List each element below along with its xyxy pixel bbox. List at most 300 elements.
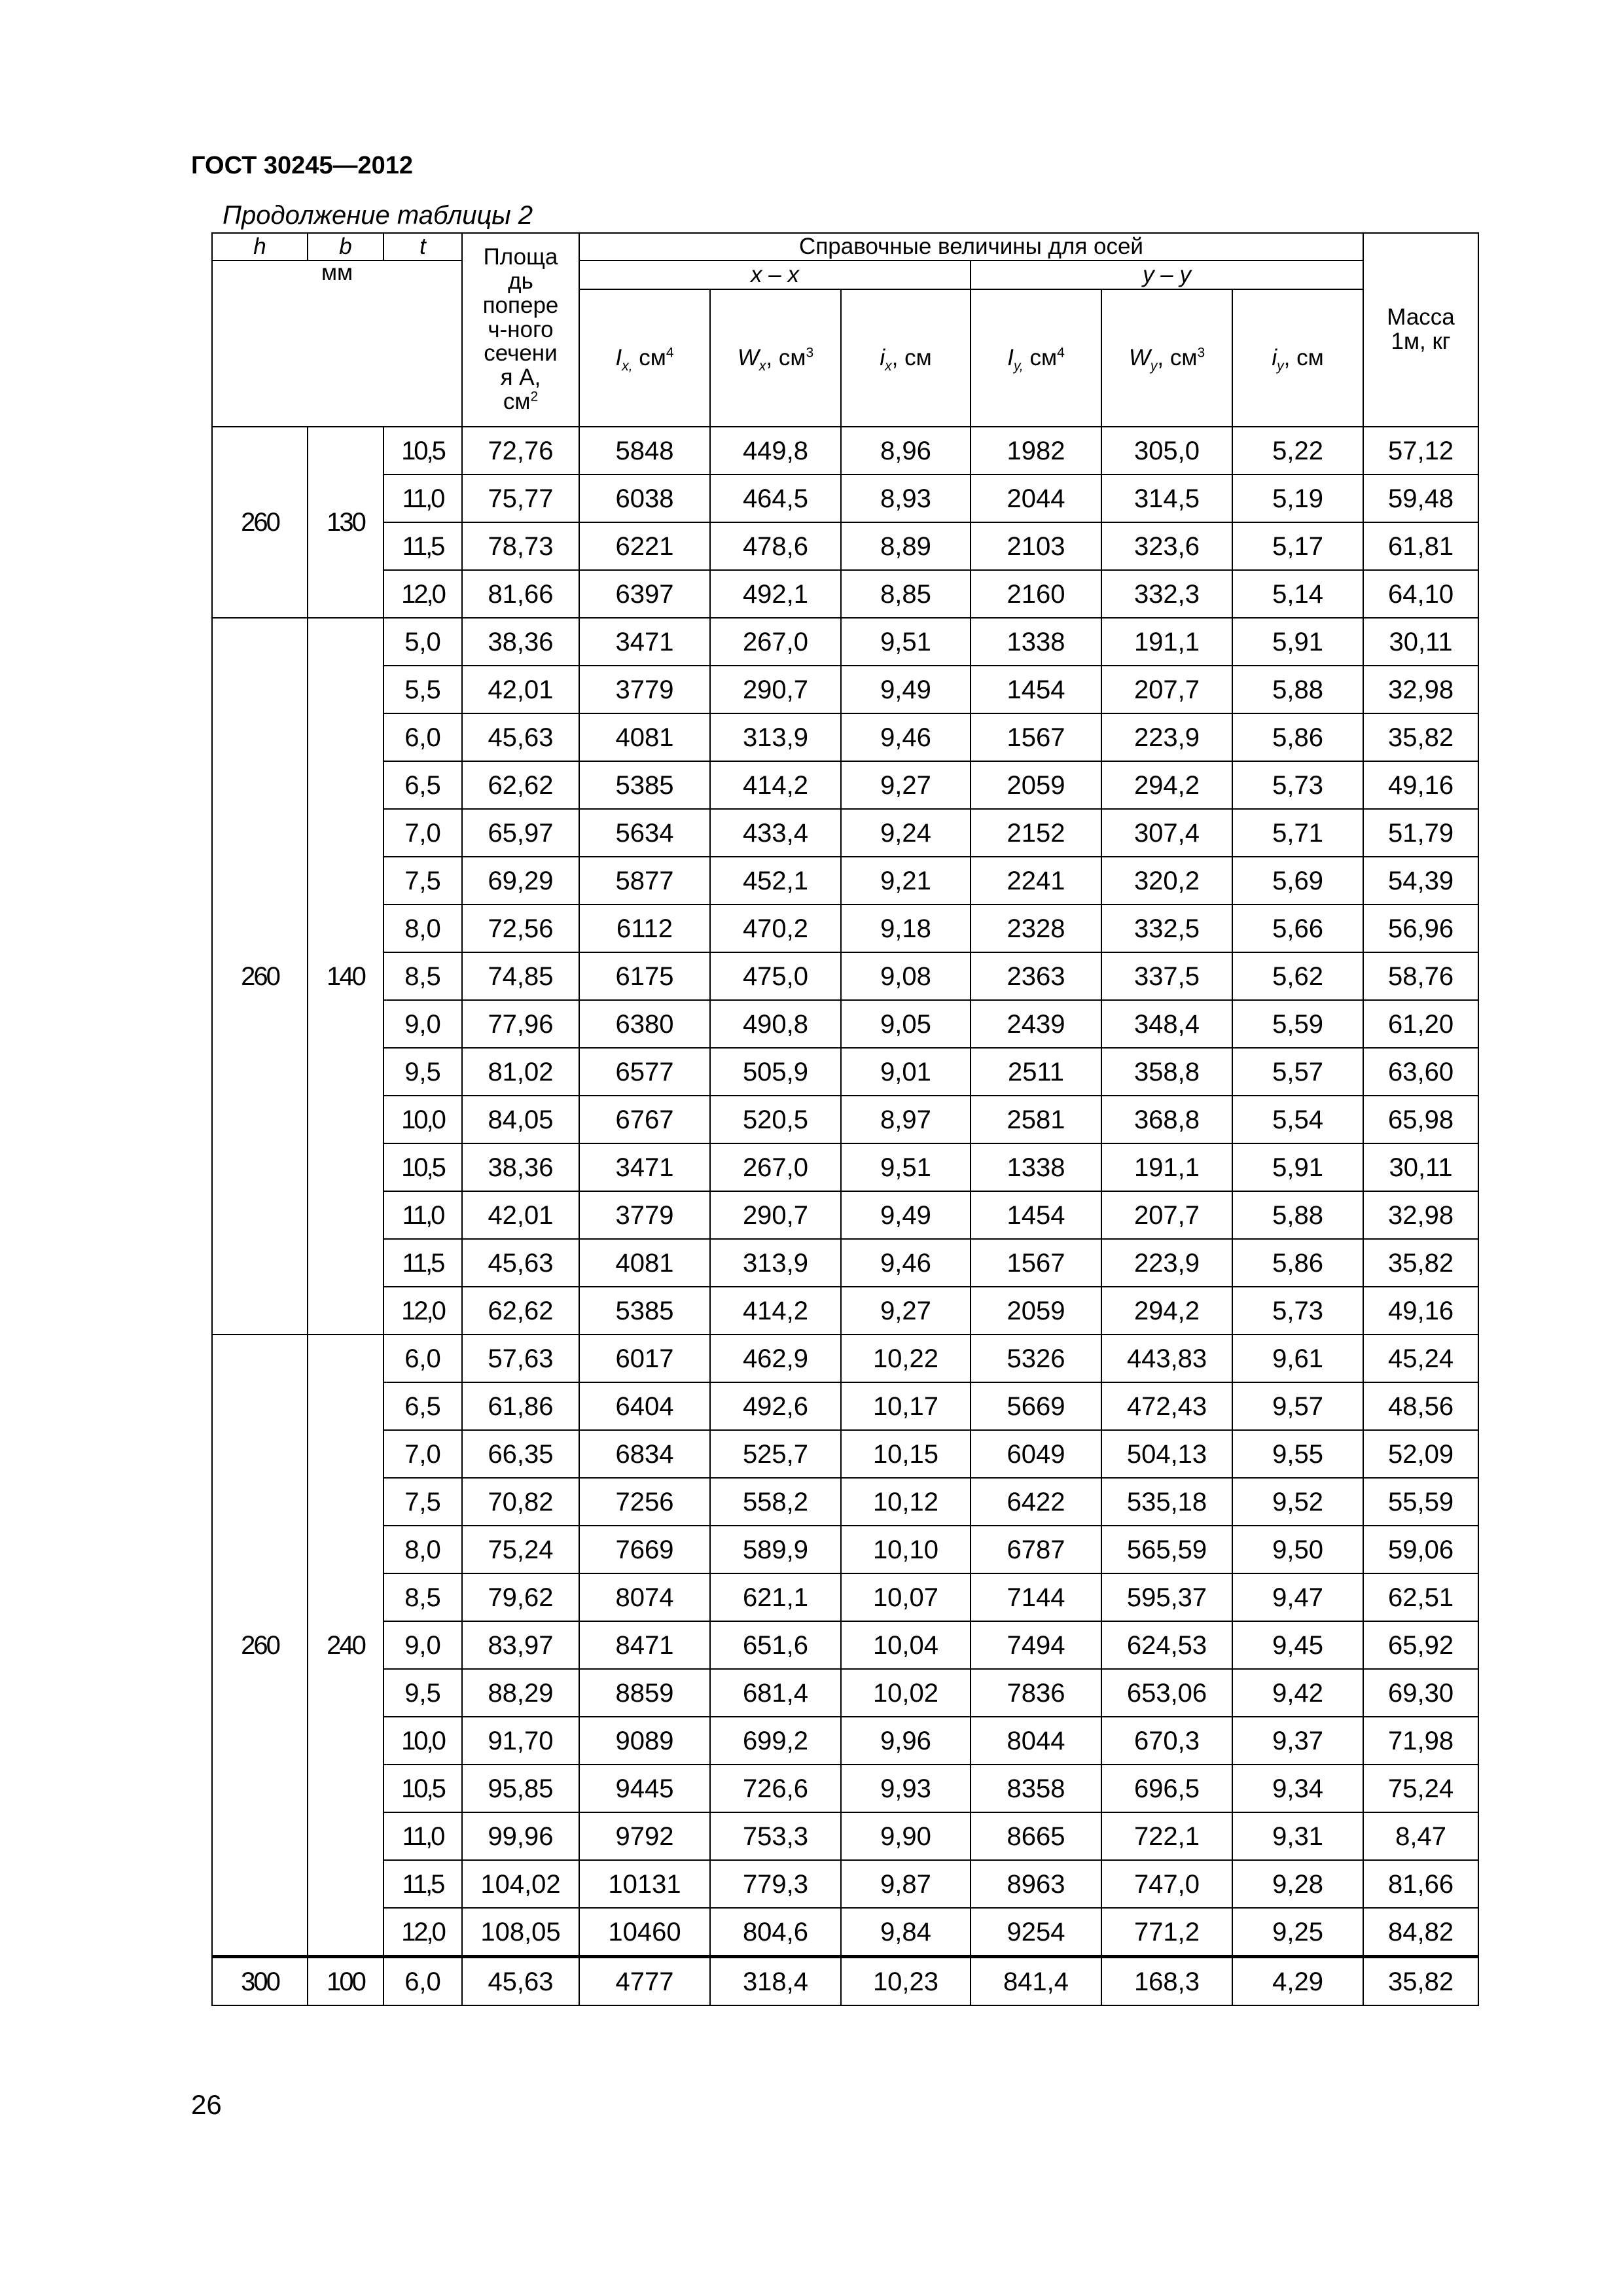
Iy-cell: 6787	[971, 1526, 1101, 1573]
Wx-cell: 414,2	[710, 1287, 841, 1335]
Wy-cell: 320,2	[1101, 857, 1232, 905]
Iy-cell: 1338	[971, 1143, 1101, 1191]
thickness-cell: 8,0	[383, 905, 462, 952]
Wx-cell: 525,7	[710, 1430, 841, 1478]
Wx-cell: 492,6	[710, 1382, 841, 1430]
b-value-cell: 140	[308, 618, 383, 1335]
Ix-cell: 6404	[579, 1382, 710, 1430]
Wx-cell: 779,3	[710, 1860, 841, 1908]
h-value-cell: 260	[212, 427, 308, 618]
mass-cell: 75,24	[1363, 1765, 1478, 1812]
ix-cell: 10,23	[841, 1957, 971, 2006]
table-row	[212, 952, 1478, 1000]
Wx-cell: 558,2	[710, 1478, 841, 1526]
area-cell: 75,24	[462, 1526, 579, 1573]
ix-cell: 10,17	[841, 1382, 971, 1430]
thickness-cell: 12,0	[383, 570, 462, 618]
table-row	[212, 522, 1478, 570]
table-row	[212, 666, 1478, 713]
thickness-cell: 10,0	[383, 1717, 462, 1765]
area-cell: 74,85	[462, 952, 579, 1000]
Wy-cell: 294,2	[1101, 1287, 1232, 1335]
mass-cell: 54,39	[1363, 857, 1478, 905]
mass-cell: 59,48	[1363, 475, 1478, 522]
table-row	[212, 1478, 1478, 1526]
table-row	[212, 427, 1478, 475]
mass-cell: 62,51	[1363, 1573, 1478, 1621]
Wx-cell: 492,1	[710, 570, 841, 618]
iy-cell: 5,17	[1232, 522, 1363, 570]
table-body	[212, 427, 1478, 2005]
mass-cell: 71,98	[1363, 1717, 1478, 1765]
Wx-cell: 318,4	[710, 1957, 841, 2006]
Wy-cell: 565,59	[1101, 1526, 1232, 1573]
mass-cell: 59,06	[1363, 1526, 1478, 1573]
Ix-cell: 6221	[579, 522, 710, 570]
table-row	[212, 905, 1478, 952]
Iy-cell: 5669	[971, 1382, 1101, 1430]
header-row-2	[212, 260, 1478, 289]
header-t: t	[383, 233, 462, 260]
iy-cell: 9,28	[1232, 1860, 1363, 1908]
thickness-cell: 5,5	[383, 666, 462, 713]
Ix-cell: 6017	[579, 1335, 710, 1382]
table-row	[212, 1860, 1478, 1908]
area-cell: 108,05	[462, 1908, 579, 1957]
Ix-cell: 10460	[579, 1908, 710, 1957]
Iy-cell: 1454	[971, 666, 1101, 713]
table-row	[212, 809, 1478, 857]
Iy-cell: 1338	[971, 618, 1101, 666]
Wy-cell: 294,2	[1101, 761, 1232, 809]
mass-cell: 30,11	[1363, 1143, 1478, 1191]
iy-cell: 5,57	[1232, 1048, 1363, 1096]
Wy-cell: 332,5	[1101, 905, 1232, 952]
area-cell: 104,02	[462, 1860, 579, 1908]
Wy-cell: 168,3	[1101, 1957, 1232, 2006]
mass-cell: 65,92	[1363, 1621, 1478, 1669]
Wx-cell: 267,0	[710, 1143, 841, 1191]
Wx-cell: 290,7	[710, 666, 841, 713]
Iy-cell: 2439	[971, 1000, 1101, 1048]
ix-cell: 8,89	[841, 522, 971, 570]
ix-cell: 9,49	[841, 666, 971, 713]
Iy-cell: 6422	[971, 1478, 1101, 1526]
Iy-cell: 7494	[971, 1621, 1101, 1669]
Iy-cell: 8358	[971, 1765, 1101, 1812]
iy-cell: 4,29	[1232, 1957, 1363, 2006]
table-row	[212, 1000, 1478, 1048]
Iy-cell: 2581	[971, 1096, 1101, 1143]
area-cell: 75,77	[462, 475, 579, 522]
area-cell: 91,70	[462, 1717, 579, 1765]
ix-cell: 9,96	[841, 1717, 971, 1765]
Wy-cell: 307,4	[1101, 809, 1232, 857]
area-cell: 45,63	[462, 713, 579, 761]
Wy-cell: 337,5	[1101, 952, 1232, 1000]
thickness-cell: 8,5	[383, 952, 462, 1000]
Wx-cell: 290,7	[710, 1191, 841, 1239]
Wy-cell: 670,3	[1101, 1717, 1232, 1765]
Wx-cell: 520,5	[710, 1096, 841, 1143]
thickness-cell: 7,0	[383, 809, 462, 857]
b-value-cell: 240	[308, 1335, 383, 1957]
table-row	[212, 1287, 1478, 1335]
thickness-cell: 11,0	[383, 475, 462, 522]
iy-cell: 5,71	[1232, 809, 1363, 857]
area-cell: 78,73	[462, 522, 579, 570]
table-row	[212, 1908, 1478, 1957]
Iy-cell: 2328	[971, 905, 1101, 952]
thickness-cell: 7,5	[383, 857, 462, 905]
mass-cell: 32,98	[1363, 1191, 1478, 1239]
thickness-cell: 9,0	[383, 1000, 462, 1048]
table-row	[212, 857, 1478, 905]
Wy-cell: 472,43	[1101, 1382, 1232, 1430]
header-ix: $i_x$, см	[841, 289, 971, 427]
ix-cell: 10,10	[841, 1526, 971, 1573]
Iy-cell: 2363	[971, 952, 1101, 1000]
Ix-cell: 6397	[579, 570, 710, 618]
thickness-cell: 7,5	[383, 1478, 462, 1526]
area-cell: 70,82	[462, 1478, 579, 1526]
thickness-cell: 11,5	[383, 1860, 462, 1908]
mass-cell: 64,10	[1363, 570, 1478, 618]
Ix-cell: 5848	[579, 427, 710, 475]
table-row	[212, 1526, 1478, 1573]
Wx-cell: 462,9	[710, 1335, 841, 1382]
header-row-1	[212, 233, 1478, 260]
Wx-cell: 505,9	[710, 1048, 841, 1096]
table-row	[212, 1957, 1478, 2006]
Iy-cell: 8044	[971, 1717, 1101, 1765]
Wx-cell: 433,4	[710, 809, 841, 857]
iy-cell: 9,37	[1232, 1717, 1363, 1765]
iy-cell: 9,61	[1232, 1335, 1363, 1382]
Iy-cell: 6049	[971, 1430, 1101, 1478]
Wx-cell: 621,1	[710, 1573, 841, 1621]
header-axis-y: y – y	[971, 260, 1363, 289]
ix-cell: 10,02	[841, 1669, 971, 1717]
Wy-cell: 305,0	[1101, 427, 1232, 475]
mass-cell: 35,82	[1363, 1957, 1478, 2006]
Iy-cell: 2241	[971, 857, 1101, 905]
Ix-cell: 3471	[579, 1143, 710, 1191]
h-value-cell: 300	[212, 1957, 308, 2006]
thickness-cell: 6,0	[383, 1335, 462, 1382]
Wy-cell: 314,5	[1101, 475, 1232, 522]
thickness-cell: 7,0	[383, 1430, 462, 1478]
Iy-cell: 7144	[971, 1573, 1101, 1621]
Ix-cell: 4081	[579, 1239, 710, 1287]
thickness-cell: 10,0	[383, 1096, 462, 1143]
mass-cell: 49,16	[1363, 1287, 1478, 1335]
table-row	[212, 1573, 1478, 1621]
table-row	[212, 618, 1478, 666]
Wy-cell: 348,4	[1101, 1000, 1232, 1048]
h-value-cell: 260	[212, 1335, 308, 1957]
area-cell: 62,62	[462, 761, 579, 809]
Iy-cell: 2044	[971, 475, 1101, 522]
mass-cell: 35,82	[1363, 1239, 1478, 1287]
Wy-cell: 191,1	[1101, 618, 1232, 666]
Ix-cell: 5634	[579, 809, 710, 857]
mass-cell: 48,56	[1363, 1382, 1478, 1430]
Wy-cell: 358,8	[1101, 1048, 1232, 1096]
table-row	[212, 1143, 1478, 1191]
Ix-cell: 9089	[579, 1717, 710, 1765]
Wy-cell: 332,3	[1101, 570, 1232, 618]
ix-cell: 10,22	[841, 1335, 971, 1382]
Iy-cell: 2103	[971, 522, 1101, 570]
iy-cell: 9,42	[1232, 1669, 1363, 1717]
Wy-cell: 535,18	[1101, 1478, 1232, 1526]
mass-cell: 61,81	[1363, 522, 1478, 570]
iy-cell: 5,62	[1232, 952, 1363, 1000]
Ix-cell: 5385	[579, 1287, 710, 1335]
thickness-cell: 6,0	[383, 1957, 462, 2006]
h-value-cell: 260	[212, 618, 308, 1335]
iy-cell: 5,73	[1232, 761, 1363, 809]
Iy-cell: 8665	[971, 1812, 1101, 1860]
area-cell: 65,97	[462, 809, 579, 857]
Iy-cell: 5326	[971, 1335, 1101, 1382]
area-cell: 72,56	[462, 905, 579, 952]
area-cell: 81,66	[462, 570, 579, 618]
mass-cell: 30,11	[1363, 618, 1478, 666]
iy-cell: 5,86	[1232, 713, 1363, 761]
Wy-cell: 696,5	[1101, 1765, 1232, 1812]
Ix-cell: 6767	[579, 1096, 710, 1143]
Ix-cell: 8074	[579, 1573, 710, 1621]
Wx-cell: 470,2	[710, 905, 841, 952]
area-cell: 61,86	[462, 1382, 579, 1430]
mass-cell: 49,16	[1363, 761, 1478, 809]
iy-cell: 9,52	[1232, 1478, 1363, 1526]
Wy-cell: 653,06	[1101, 1669, 1232, 1717]
ix-cell: 10,15	[841, 1430, 971, 1478]
Iy-cell: 7836	[971, 1669, 1101, 1717]
thickness-cell: 9,0	[383, 1621, 462, 1669]
Ix-cell: 9445	[579, 1765, 710, 1812]
ix-cell: 10,12	[841, 1478, 971, 1526]
thickness-cell: 8,5	[383, 1573, 462, 1621]
thickness-cell: 11,0	[383, 1191, 462, 1239]
Ix-cell: 4081	[579, 713, 710, 761]
section-properties-table	[211, 232, 1479, 2006]
table-row	[212, 570, 1478, 618]
Wy-cell: 207,7	[1101, 1191, 1232, 1239]
area-cell: 38,36	[462, 1143, 579, 1191]
Iy-cell: 1454	[971, 1191, 1101, 1239]
iy-cell: 5,86	[1232, 1239, 1363, 1287]
iy-cell: 5,54	[1232, 1096, 1363, 1143]
table-row	[212, 1621, 1478, 1669]
mass-cell: 35,82	[1363, 713, 1478, 761]
table-row	[212, 1096, 1478, 1143]
ix-cell: 8,96	[841, 427, 971, 475]
Wy-cell: 771,2	[1101, 1908, 1232, 1957]
header-mass: Масса 1м, кг	[1363, 233, 1478, 427]
iy-cell: 9,34	[1232, 1765, 1363, 1812]
Wx-cell: 452,1	[710, 857, 841, 905]
header-h: h	[212, 233, 308, 260]
mass-cell: 56,96	[1363, 905, 1478, 952]
area-cell: 69,29	[462, 857, 579, 905]
ix-cell: 9,24	[841, 809, 971, 857]
iy-cell: 5,91	[1232, 1143, 1363, 1191]
Ix-cell: 10131	[579, 1860, 710, 1908]
thickness-cell: 8,0	[383, 1526, 462, 1573]
Wy-cell: 323,6	[1101, 522, 1232, 570]
Wx-cell: 726,6	[710, 1765, 841, 1812]
mass-cell: 81,66	[1363, 1860, 1478, 1908]
Iy-cell: 9254	[971, 1908, 1101, 1957]
thickness-cell: 6,5	[383, 1382, 462, 1430]
thickness-cell: 9,5	[383, 1048, 462, 1096]
header-axis-x: x – x	[579, 260, 971, 289]
table-row	[212, 475, 1478, 522]
page-number: 26	[191, 2089, 222, 2120]
ix-cell: 10,04	[841, 1621, 971, 1669]
Wy-cell: 443,83	[1101, 1335, 1232, 1382]
b-value-cell: 130	[308, 427, 383, 618]
table-row	[212, 1335, 1478, 1382]
iy-cell: 5,22	[1232, 427, 1363, 475]
header-Wy: $W_y$, $см^3$	[1101, 289, 1232, 427]
Ix-cell: 6834	[579, 1430, 710, 1478]
mass-cell: 8,47	[1363, 1812, 1478, 1860]
mass-cell: 69,30	[1363, 1669, 1478, 1717]
iy-cell: 9,47	[1232, 1573, 1363, 1621]
Iy-cell: 2059	[971, 761, 1101, 809]
ix-cell: 9,49	[841, 1191, 971, 1239]
Wy-cell: 722,1	[1101, 1812, 1232, 1860]
area-cell: 84,05	[462, 1096, 579, 1143]
thickness-cell: 12,0	[383, 1287, 462, 1335]
ix-cell: 9,18	[841, 905, 971, 952]
iy-cell: 9,55	[1232, 1430, 1363, 1478]
mass-cell: 45,24	[1363, 1335, 1478, 1382]
Wy-cell: 223,9	[1101, 1239, 1232, 1287]
Ix-cell: 3779	[579, 1191, 710, 1239]
Ix-cell: 8471	[579, 1621, 710, 1669]
Ix-cell: 5385	[579, 761, 710, 809]
Wy-cell: 747,0	[1101, 1860, 1232, 1908]
ix-cell: 9,46	[841, 713, 971, 761]
thickness-cell: 9,5	[383, 1669, 462, 1717]
header-area: Площа дь попере ч-ного сечени я A, $см^2$	[462, 233, 579, 427]
mass-cell: 63,60	[1363, 1048, 1478, 1096]
header-Wx: $W_x$, $см^3$	[710, 289, 841, 427]
iy-cell: 9,50	[1232, 1526, 1363, 1573]
Ix-cell: 6112	[579, 905, 710, 952]
mass-cell: 32,98	[1363, 666, 1478, 713]
ix-cell: 9,51	[841, 618, 971, 666]
b-value-cell: 100	[308, 1957, 383, 2006]
Wx-cell: 753,3	[710, 1812, 841, 1860]
Wx-cell: 464,5	[710, 475, 841, 522]
Ix-cell: 9792	[579, 1812, 710, 1860]
table-row	[212, 1430, 1478, 1478]
ix-cell: 8,85	[841, 570, 971, 618]
Wx-cell: 804,6	[710, 1908, 841, 1957]
Wx-cell: 699,2	[710, 1717, 841, 1765]
mass-cell: 52,09	[1363, 1430, 1478, 1478]
thickness-cell: 11,5	[383, 522, 462, 570]
iy-cell: 5,73	[1232, 1287, 1363, 1335]
Wy-cell: 504,13	[1101, 1430, 1232, 1478]
thickness-cell: 11,5	[383, 1239, 462, 1287]
ix-cell: 9,01	[841, 1048, 971, 1096]
mass-cell: 84,82	[1363, 1908, 1478, 1957]
table-row	[212, 1048, 1478, 1096]
header-reference-values: Справочные величины для осей	[579, 233, 1363, 260]
Wx-cell: 475,0	[710, 952, 841, 1000]
table-continuation-caption: Продолжение таблицы 2	[223, 201, 533, 230]
iy-cell: 5,66	[1232, 905, 1363, 952]
Ix-cell: 6380	[579, 1000, 710, 1048]
area-cell: 95,85	[462, 1765, 579, 1812]
Wy-cell: 368,8	[1101, 1096, 1232, 1143]
iy-cell: 9,57	[1232, 1382, 1363, 1430]
area-cell: 99,96	[462, 1812, 579, 1860]
Iy-cell: 1567	[971, 1239, 1101, 1287]
Ix-cell: 7256	[579, 1478, 710, 1526]
thickness-cell: 10,5	[383, 1143, 462, 1191]
iy-cell: 5,59	[1232, 1000, 1363, 1048]
Wy-cell: 223,9	[1101, 713, 1232, 761]
area-cell: 57,63	[462, 1335, 579, 1382]
table-row	[212, 1382, 1478, 1430]
iy-cell: 9,45	[1232, 1621, 1363, 1669]
ix-cell: 9,51	[841, 1143, 971, 1191]
Iy-cell: 1567	[971, 713, 1101, 761]
table-row	[212, 1717, 1478, 1765]
ix-cell: 9,84	[841, 1908, 971, 1957]
area-cell: 45,63	[462, 1957, 579, 2006]
Wx-cell: 490,8	[710, 1000, 841, 1048]
ix-cell: 9,21	[841, 857, 971, 905]
thickness-cell: 6,0	[383, 713, 462, 761]
thickness-cell: 5,0	[383, 618, 462, 666]
thickness-cell: 11,0	[383, 1812, 462, 1860]
Wy-cell: 624,53	[1101, 1621, 1232, 1669]
table-row	[212, 1239, 1478, 1287]
table-row	[212, 1191, 1478, 1239]
header-b: b	[308, 233, 383, 260]
area-cell: 42,01	[462, 666, 579, 713]
table-row	[212, 1669, 1478, 1717]
area-cell: 72,76	[462, 427, 579, 475]
Iy-cell: 2160	[971, 570, 1101, 618]
header-Ix: $I_{x,}$ $см^4$	[579, 289, 710, 427]
Wx-cell: 651,6	[710, 1621, 841, 1669]
mass-cell: 65,98	[1363, 1096, 1478, 1143]
area-cell: 45,63	[462, 1239, 579, 1287]
Iy-cell: 2511	[971, 1048, 1101, 1096]
Wx-cell: 313,9	[710, 1239, 841, 1287]
Ix-cell: 5877	[579, 857, 710, 905]
Wx-cell: 589,9	[710, 1526, 841, 1573]
ix-cell: 8,97	[841, 1096, 971, 1143]
area-cell: 42,01	[462, 1191, 579, 1239]
Ix-cell: 4777	[579, 1957, 710, 2006]
area-cell: 62,62	[462, 1287, 579, 1335]
Wy-cell: 207,7	[1101, 666, 1232, 713]
Wx-cell: 681,4	[710, 1669, 841, 1717]
area-cell: 83,97	[462, 1621, 579, 1669]
